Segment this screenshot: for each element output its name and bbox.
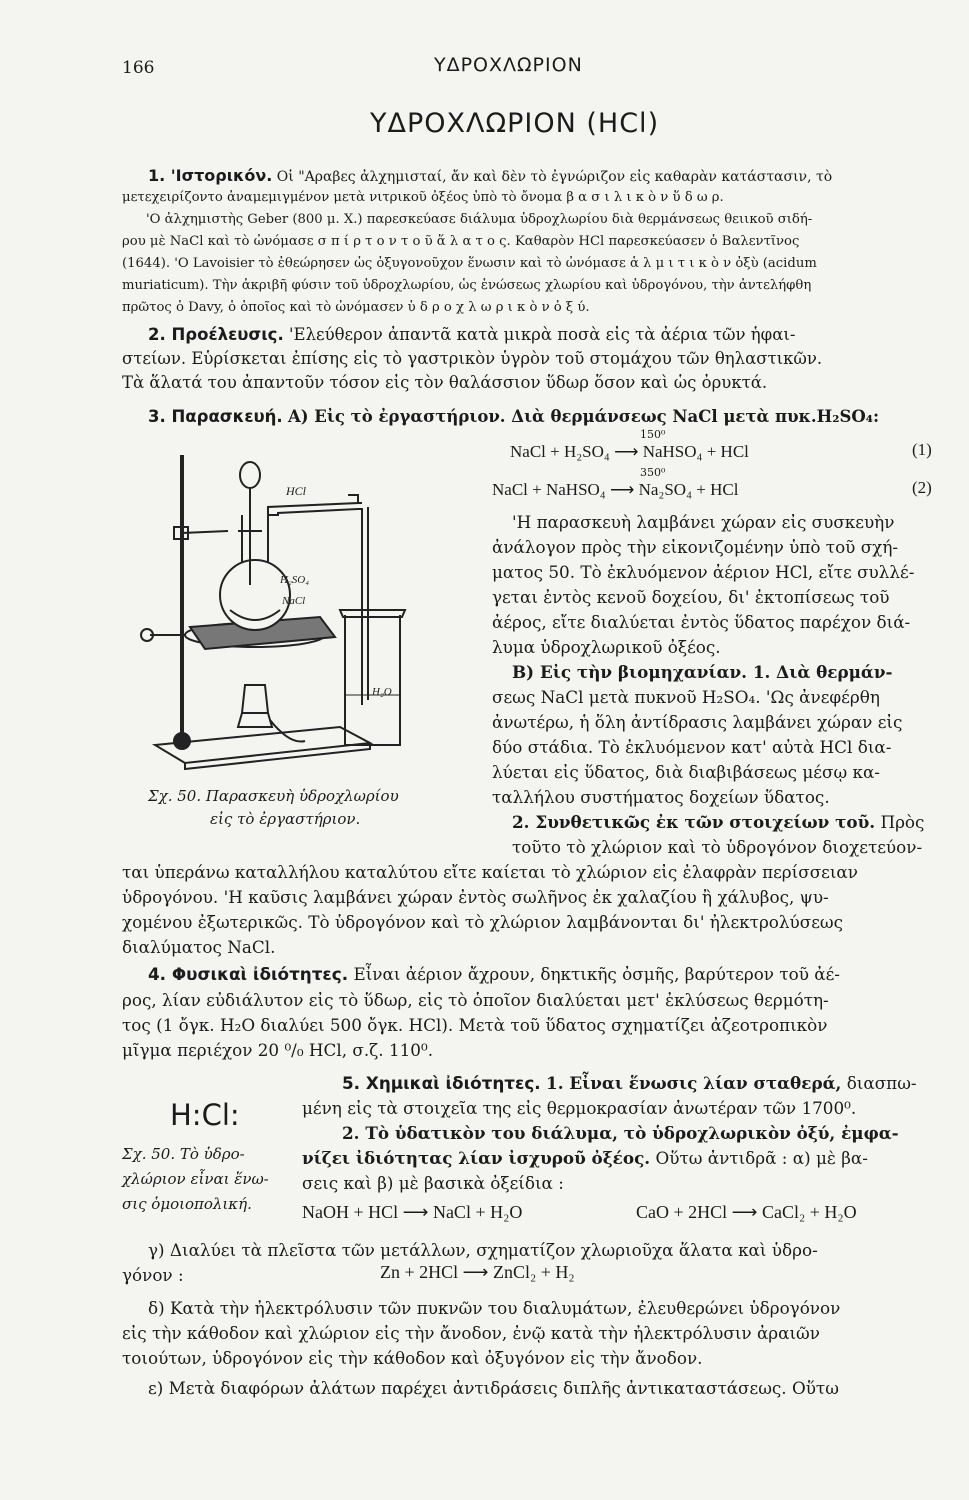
industry-line: ταλλήλου συστήματος δοχείων ὕδατος.	[492, 787, 830, 807]
reaction-equation: NaCl + H₂SO₄ ⟶ NaHSO₄ + HCl	[510, 442, 749, 461]
formula-caption: χλώριον εἶναι ἕνω-	[122, 1170, 269, 1188]
chemical-line: σεις καὶ β) μὲ βασικὰ ὀξείδια :	[302, 1173, 564, 1193]
synthetic-line: ὑδρογόνου. 'Η καῦσις λαμβάνει χώραν ἐντὸς σωλῆνος ἐκ χαλαζίου ἢ χάλυβος, ψυ-	[122, 887, 829, 907]
chemical-heading: 5. Χημικαὶ ἰδιότητες.	[342, 1073, 541, 1093]
origin-line: Τὰ ἅλατά του ἀπαντοῦν τόσον εἰς τὸν θαλάσσιον ὕδωρ ὅσον καὶ ὡς ὀρυκτά.	[122, 373, 768, 392]
label-h2o: H₂O	[372, 686, 392, 698]
reaction-condition: 150⁰	[640, 428, 666, 441]
physical-first-line	[148, 964, 840, 984]
lab-line: γεται ἐντὸς κενοῦ δοχείου, δι' ἐκτοπίσεως τοῦ	[492, 587, 890, 607]
synthetic-heading: 2. Συνθετικῶς ἐκ τῶν στοιχείων τοῦ.	[512, 812, 876, 832]
rod-foot	[174, 733, 190, 749]
chemical-item2: 2. Τὸ ὑδατικὸν του διάλυμα, τὸ ὑδροχλωρικὸν ὀξύ, ἐμφα-	[342, 1123, 899, 1143]
industry-line: λύεται εἰς ὕδατος, διὰ διαβιβάσεως μέσῳ κα-	[492, 762, 880, 782]
history-line: (1644). 'Ο Lavoisier τὸ ἐθεώρησεν ὡς ὀξυγονοῦχον ἕνωσιν καὶ τὸ ὠνόμασε ἁ λ μ ι τ ι κ ὸ ν ὀξὺ (acidum	[122, 256, 817, 271]
lab-line: λυμα ὑδροχλωρικοῦ ὀξέος.	[492, 637, 721, 657]
history-first-line	[148, 166, 832, 185]
label-h2so4: H₂SO₄	[280, 574, 310, 586]
formula-caption: Σχ. 50. Τὸ ὑδρο-	[122, 1145, 245, 1163]
industry-line: σεως NaCl μετὰ πυκνοῦ H₂SO₄. 'Ως ἀνεφέρθη	[492, 687, 880, 707]
chemical-item2-rest: Οὕτω ἀντιδρᾶ : α) μὲ βα-	[655, 1148, 868, 1168]
origin-text: 'Ελεύθερον ἀπαντᾶ κατὰ μικρὰ ποσὰ εἰς τὰ ἀέρια τῶν ἡφαι-	[288, 325, 796, 344]
chemical-line: εἰς τὴν κάθοδον καὶ χλώριον εἰς τὴν ἄνοδον, ἐνῷ κατὰ τὴν ἠλεκτρόλυσιν ἀραιῶν	[122, 1323, 820, 1343]
label-hcl: HCl	[286, 484, 307, 498]
lewis-formula: H:Cl:	[170, 1098, 240, 1132]
history-heading: 1. 'Ιστορικόν.	[148, 166, 273, 185]
equation-oxide: CaO + 2HCl ⟶ CaCl₂ + H₂O	[636, 1202, 857, 1222]
lab-line: ματος 50. Τὸ ἐκλυόμενον ἀέριον HCl, εἴτε συλλέ-	[492, 562, 915, 582]
page-number: 166	[122, 58, 155, 78]
lab-line: ἀνάλογον πρὸς τὴν εἰκονιζομένην ὑπὸ τοῦ σχή-	[492, 537, 899, 557]
history-line: muriaticum). Τὴν ἀκριβῆ φύσιν τοῦ ὑδροχλωρίου, ὡς ἑνώσεως χλωρίου καὶ ὑδρογόνου, τὴν ἀντελήφθη	[122, 278, 812, 293]
reaction-condition: 350⁰	[640, 466, 666, 479]
physical-line: μῖγμα περιέχον 20 ⁰/₀ HCl, σ.ζ. 110⁰.	[122, 1040, 434, 1060]
chemical-line: ε) Μετὰ διαφόρων ἀλάτων παρέχει ἀντιδράσεις διπλῆς ἀντικαταστάσεως. Οὕτω	[148, 1378, 839, 1398]
chemical-line: τοιούτων, ὑδρογόνον εἰς τὴν κάθοδον καὶ ὀξυγόνον εἰς τὴν ἄνοδον.	[122, 1348, 703, 1368]
chemical-item1-rest: διασπω-	[846, 1073, 917, 1093]
page-title: ΥΔΡΟΧΛΩΡΙΟΝ (HCl)	[370, 108, 660, 139]
history-line: μετεχειρίζοντο ἀναμεμιγμένον μετὰ νιτρικοῦ ὀξέος ὑπὸ τὸ ὄνομα β α σ ι λ ι κ ὸ ν ὕ δ ω ρ.	[122, 190, 724, 205]
chemical-line: δ) Κατὰ τὴν ἠλεκτρόλυσιν τῶν πυκνῶν του διαλυμάτων, ἐλευθερώνει ὑδρογόνον	[148, 1298, 841, 1318]
history-line: Οἱ "Αραβες ἀλχημισταί, ἄν καὶ δὲν τὸ ἐγνώριζον εἰς καθαρὰν κατάστασιν, τὸ	[276, 169, 833, 185]
history-line: 'Ο ἀλχημιστὴς Geber (800 μ. Χ.) παρεσκεύασε διάλυμα ὑδροχλωρίου διὰ θερμάνσεως θειικοῦ σιδή-	[146, 212, 813, 227]
synthetic-text: Πρὸς	[880, 812, 925, 832]
dropping-funnel	[240, 462, 260, 488]
reaction-equation: NaCl + NaHSO₄ ⟶ Na₂SO₄ + HCl	[492, 480, 739, 499]
figure-caption: Σχ. 50. Παρασκευὴ ὑδροχλωρίου	[148, 787, 399, 805]
chemical-item1-bold: 1. Εἶναι ἕνωσις λίαν σταθερά,	[546, 1073, 842, 1093]
physical-line: τος (1 ὄγκ. H₂O διαλύει 500 ὄγκ. HCl). Μετὰ τοῦ ὕδατος σχηματίζει ἀζεοτροπικὸν	[122, 1015, 828, 1035]
burner	[242, 685, 268, 713]
chemical-line: γ) Διαλύει τὰ πλεῖστα τῶν μετάλλων, σχηματίζον χλωριοῦχα ἅλατα καὶ ὑδρο-	[148, 1240, 818, 1260]
chemical-line: γόνον :	[122, 1265, 184, 1285]
apparatus-figure	[130, 445, 490, 775]
origin-first-line	[148, 325, 795, 344]
synthetic-line: διαλύματος NaCl.	[122, 937, 276, 957]
reaction-number: (1)	[912, 440, 932, 459]
jar-rim	[340, 610, 405, 617]
history-line: ρου μὲ NaCl καὶ τὸ ὠνόμασε σ π ί ρ τ ο ν τ ο ῦ ἅ λ α τ ο ς. Καθαρὸν HCl παρεσκεύασεν ὁ Βαλεντῖνος	[122, 234, 800, 249]
lab-line: ἀέρος, εἴτε διαλύεται ἐντὸς ὕδατος παρέχον διά-	[492, 612, 911, 632]
label-nacl: NaCl	[282, 595, 306, 607]
origin-line: στείων. Εὑρίσκεται ἐπίσης εἰς τὸ γαστρικὸν ὑγρὸν τοῦ στομάχου τῶν θηλαστικῶν.	[122, 349, 823, 368]
burner-base	[238, 713, 272, 727]
physical-heading: 4. Φυσικαὶ ἰδιότητες.	[148, 964, 349, 984]
history-line: πρῶτος ὁ Davy, ὁ ὁποῖος καὶ τὸ ὠνόμασεν ὑ δ ρ ο χ λ ω ρ ι κ ὸ ν ὀ ξ ύ.	[122, 300, 590, 315]
chemical-item2-bold: νίζει ἰδιότητας λίαν ἰσχυροῦ ὀξέος.	[302, 1148, 651, 1168]
reaction-number: (2)	[912, 478, 932, 497]
running-head: ΥΔΡΟΧΛΩΡΙΟΝ	[434, 54, 583, 76]
figure-caption: εἰς τὸ ἐργαστήριον.	[210, 810, 361, 828]
chemical-first-line	[342, 1073, 917, 1093]
physical-text: Εἶναι ἀέριον ἄχρουν, δηκτικῆς ὀσμῆς, βαρύτερον τοῦ ἀέ-	[353, 964, 840, 984]
preparation-subheading: Α) Εἰς τὸ ἐργαστήριον. Διὰ θερμάνσεως NaCl μετὰ πυκ.H₂SO₄:	[287, 407, 880, 426]
chemical-line: μένη εἰς τὰ στοιχεῖα της εἰς θερμοκρασίαν ἀνωτέραν τῶν 1700⁰.	[302, 1098, 857, 1118]
synthetic-line: τοῦτο τὸ χλώριον καὶ τὸ ὑδρογόνον διοχετεύον-	[512, 837, 923, 857]
origin-heading: 2. Προέλευσις.	[148, 325, 284, 344]
industry-heading: Β) Εἰς τὴν βιομηχανίαν. 1. Διὰ θερμάν-	[512, 662, 893, 682]
receiver-jar	[345, 615, 400, 745]
industry-line: δύο στάδια. Τὸ ἐκλυόμενον κατ' αὐτὰ HCl δια-	[492, 737, 892, 757]
formula-caption: σις ὁμοιοπολική.	[122, 1195, 252, 1213]
preparation-first-line	[148, 407, 879, 426]
equation-zinc: Zn + 2HCl ⟶ ZnCl₂ + H₂	[380, 1262, 575, 1282]
synthetic-first-line	[512, 812, 924, 832]
synthetic-line: χομένου ἐξωτερικῶς. Τὸ ὑδρογόνον καὶ τὸ χλώριον λαμβάνονται δι' ἠλεκτρολύσεως	[122, 912, 843, 932]
lab-line: 'Η παρασκευὴ λαμβάνει χώραν εἰς συσκευὴν	[512, 512, 895, 532]
industry-line: ἀνωτέρω, ἡ ὅλη ἀντίδρασις λαμβάνει χώραν εἰς	[492, 712, 903, 732]
synthetic-line: ται ὑπεράνω καταλλήλου καταλύτου εἴτε καίεται τὸ χλώριον εἰς ἐλαφρὰν περίσσειαν	[122, 862, 858, 882]
chemical-line	[302, 1148, 868, 1168]
equation-base: NaOH + HCl ⟶ NaCl + H₂O	[302, 1202, 523, 1222]
physical-line: ρος, λίαν εὐδιάλυτον εἰς τὸ ὕδωρ, εἰς τὸ ὁποῖον διαλύεται μετ' ἐκλύσεως θερμότη-	[122, 990, 829, 1010]
preparation-heading: 3. Παρασκευή.	[148, 407, 283, 426]
